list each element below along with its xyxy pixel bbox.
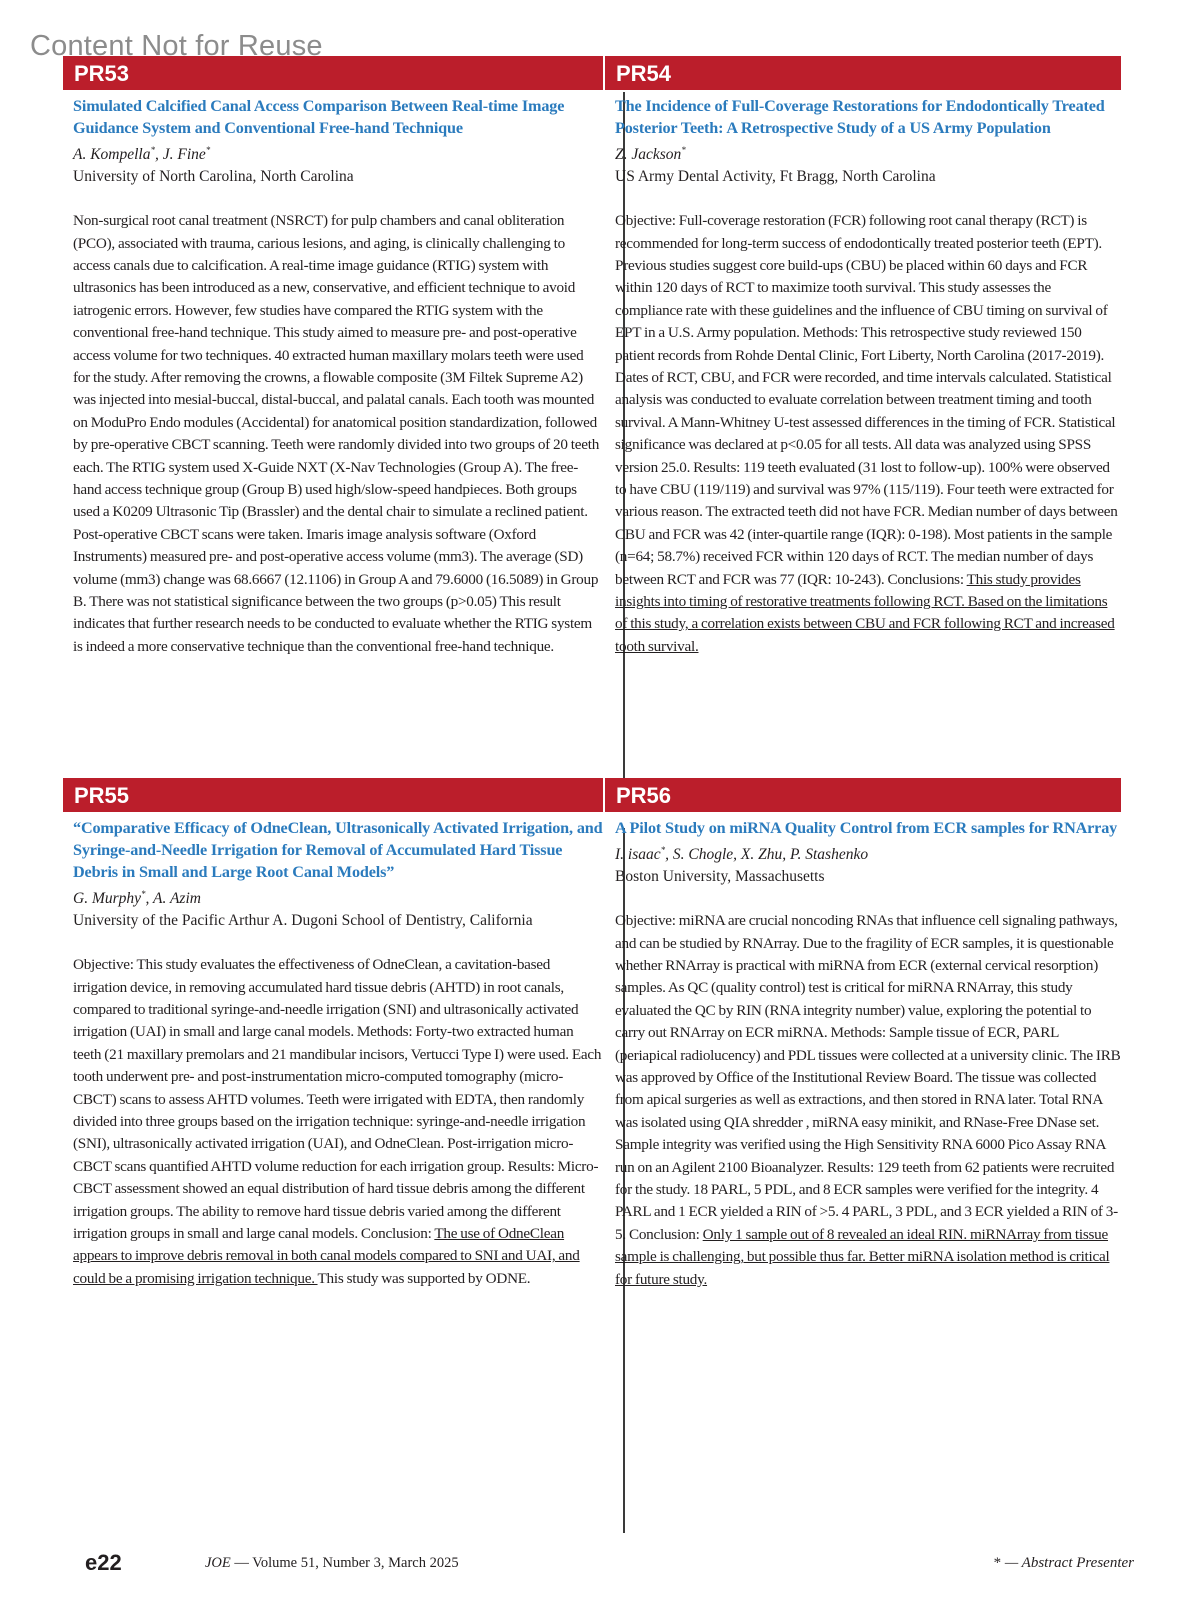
abstract-title: A Pilot Study on miRNA Quality Control from ECR samples for RNArray — [615, 819, 1118, 837]
page-footer — [0, 1550, 1200, 1580]
abstract-title: “Comparative Efficacy of OdneClean, Ultrasonically Activated Irrigation, and Syringe-and-Needle Irrigation for Removal of Accumulated Hard Tissue Debris in Small and Large Root Canal Models” — [73, 819, 603, 881]
author-name: I. isaac — [615, 846, 661, 864]
abstract-pr53 — [63, 56, 603, 658]
presenter-marker: * — [660, 845, 666, 855]
abstract-conclusion: This study provides insights into timing of restorative treatments following RCT. Based on the limitations of this study, a correlation exists between CBU and FCR following RCT and increased tooth survival. — [615, 570, 1115, 655]
abstract-pr55 — [63, 778, 603, 1290]
author-name: Z. Jackson — [615, 146, 682, 164]
abstract-code-bar: PR55 — [63, 778, 603, 812]
presenter-legend-text: — Abstract Presenter — [1001, 1555, 1134, 1571]
abstract-pr54 — [605, 56, 1121, 658]
journal-citation — [205, 1555, 459, 1572]
abstract-affiliation: Boston University, Massachusetts — [615, 868, 825, 886]
author-name: X. Zhu — [740, 846, 783, 864]
presenter-legend — [994, 1555, 1134, 1572]
abstract-body — [615, 910, 1121, 1291]
page-number: e22 — [85, 1550, 122, 1575]
abstract-authors: I. isaac*, S. Chogle, X. Zhu, P. Stashenko — [615, 845, 869, 864]
author-name: S. Chogle — [672, 846, 734, 864]
abstract-body-text: Objective: Full-coverage restoration (FCR) following root canal therapy (RCT) is recommended for long-term success of endodontically treated posterior teeth (EPT). Previous studies suggest core build-ups (CBU) be placed within 60 days and FCR within 120 days of RCT to maximize tooth survival. This study assesses the compliance rate with these guidelines and the influence of CBU timing on survival of EPT in a U.S. Army population. Methods: This retrospective study reviewed 150 patient records from Rohde Dental Clinic, Fort Liberty, North Carolina (2017-2019). Dates of RCT, CBU, and FCR were recorded, and time intervals calculated. Statistical analysis was conducted to evaluate correlation between treatment timing and tooth survival. A Mann-Whitney U-test assessed differences in the timing of FCR. Statistical significance was declared at p<0.05 for all tests. All data was analyzed using SPSS version 25.0. Results: 119 teeth evaluated (31 lost to follow-up). 100% were observed to have CBU (119/119) and survival was 97% (115/119). Four teeth were extracted for various reason. The extracted teeth did not have FCR. Median number of days between CBU and FCR was 42 (inter-quartile range (IQR): 0-198). Most patients in the sample (n=64; 58.7%) received FCR within 120 days of RCT. The median number of days between RCT and FCR was 77 (IQR: 10-243). Conclusions: — [615, 212, 1118, 588]
presenter-marker: * — [681, 145, 686, 155]
abstract-conclusion: The use of OdneClean appears to improve debris removal in both canal models compared to SNI and UAI, and could be a promising irrigation technique. — [73, 1225, 580, 1287]
presenter-marker: * — [205, 145, 211, 155]
presenter-marker: * — [150, 145, 155, 155]
abstract-body — [73, 210, 603, 658]
abstract-affiliation: University of North Carolina, North Carolina — [73, 168, 354, 186]
abstract-authors: A. Kompella*, J. Fine* — [73, 145, 211, 164]
author-name: P. Stashenko — [790, 846, 869, 864]
abstract-body — [73, 954, 603, 1290]
author-name: A. Kompella — [73, 146, 151, 164]
abstract-affiliation: University of the Pacific Arthur A. Dugoni School of Dentistry, California — [73, 912, 533, 930]
abstract-title: Simulated Calcified Canal Access Comparison Between Real-time Image Guidance System and Conventional Free-hand Technique — [73, 97, 565, 137]
abstract-pr56 — [605, 778, 1121, 1291]
abstract-body-text: Objective: miRNA are crucial noncoding RNAs that influence cell signaling pathways, and can be studied by RNArray. Due to the fragility of ECR samples, it is questionable whether RNArray is practical with miRNA from ECR (external cervical resorption) samples. As QC (quality control) test is critical for miRNA RNArray, this study evaluated the QC by RIN (RNA integrity number) value, exploring the potential to carry out RNArray on ECR miRNA. Methods: Sample tissue of ECR, PARL (periapical radiolucency) and PDL tissues were collected at a university clinic. The IRB was approved by Office of the Institutional Review Board. The tissue was collected from apical surgeries as well as extractions, and then stored in RNA later. Total RNA was isolated using QIA shredder , miRNA easy minikit, and RNase-Free DNase set. Sample integrity was verified using the High Sensitivity RNA 6000 Pico Assay RNA run on an Agilent 2100 Bioanalyzer. Results: 129 teeth from 62 patients were recruited for the study. 18 PARL, 5 PDL, and 8 ECR samples were verified for the integrity. 4 PARL and 1 ECR yielded a RIN of >5. 4 PARL, 3 PDL, and 3 ECR yielded a RIN of 3-5. Conclusion: — [615, 912, 1121, 1243]
presenter-marker: * — [141, 889, 146, 899]
author-name: G. Murphy — [73, 890, 142, 908]
abstract-code-bar: PR56 — [605, 778, 1121, 812]
abstract-body-text: Objective: This study evaluates the effectiveness of OdneClean, a cavitation-based irrigation device, in removing accumulated hard tissue debris (AHTD) in root canals, compared to traditional syringe-and-needle irrigation (SNI) and ultrasonically activated irrigation (UAI) in small and large canal models. Methods: Forty-two extracted human teeth (21 maxillary premolars and 21 mandibular incisors, Vertucci Type I) were used. Each tooth underwent pre- and post-instrumentation micro-computed tomography (micro-CBCT) scans to assess AHTD volumes. Teeth were irrigated with EDTA, then randomly divided into three groups based on the irrigation technique: syringe-and-needle irrigation (SNI), ultrasonically activated irrigation (UAI), and OdneClean. Post-irrigation micro-CBCT scans quantified AHTD volume reduction for each irrigation group. Results: Micro-CBCT assessment showed an equal distribution of hard tissue debris among the different irrigation groups. The ability to remove hard tissue debris varied among the different irrigation groups in small and large canal models. Conclusion: — [73, 956, 602, 1243]
abstract-authors: G. Murphy*, A. Azim — [73, 889, 201, 908]
watermark: Content Not for Reuse — [30, 30, 323, 62]
author-name: A. Azim — [153, 890, 201, 908]
abstract-body — [615, 210, 1121, 658]
author-name: J. Fine — [162, 146, 206, 164]
presenter-mark: * — [993, 1555, 1002, 1571]
abstract-body-text: Non-surgical root canal treatment (NSRCT) for pulp chambers and canal obliteration (PCO), associated with trauma, carious lesions, and aging, is clinically challenging to access canals due to calcification. A real-time image guidance (RTIG) system with ultrasonics has been introduced as a new, conservative, and efficient technique to avoid iatrogenic errors. However, few studies have compared the RTIG system with the conventional free-hand technique. This study aimed to measure pre- and post-operative access volume for two techniques. 40 extracted human maxillary molars teeth were used for the study. After removing the crowns, a flowable composite (3M Filtek Supreme A2) was injected into mesial-buccal, distal-buccal, and palatal canals. Each tooth was mounted on ModuPro Endo modules (Accidental) for anatomical position standardization, followed by pre-operative CBCT scanning. Teeth were randomly divided into two groups of 20 teeth each. The RTIG system used X-Guide NXT (X-Nav Technologies (Group A). The free-hand access technique group (Group B) used high/slow-speed handpieces. Both groups used a K0209 Ultrasonic Tip (Brassler) and the dental chair to simulate a reclined patient. Post-operative CBCT scans were taken. Imaris image analysis software (Oxford Instruments) measured pre- and post-operative access volume (mm3). The average (SD) volume (mm3) change was 68.6667 (12.1106) in Group A and 79.6000 (16.5089) in Group B. There was not statistical significance between the two groups (p>0.05) This result indicates that further research needs to be conducted to evaluate whether the RTIG system is indeed a more conservative technique than the conventional free-hand technique. — [73, 212, 600, 655]
abstract-acknowledgement: This study was supported by ODNE. — [317, 1269, 531, 1287]
abstract-affiliation: US Army Dental Activity, Ft Bragg, North Carolina — [615, 168, 936, 186]
journal-volume: — Volume 51, Number 3, March 2025 — [230, 1555, 459, 1571]
journal-name: JOE — [205, 1555, 231, 1571]
abstract-title: The Incidence of Full-Coverage Restorations for Endodontically Treated Posterior Teeth: A Retrospective Study of a US Army Population — [615, 97, 1105, 137]
abstract-code-bar: PR54 — [605, 56, 1121, 90]
abstract-code-bar: PR53 — [63, 56, 603, 90]
abstract-conclusion: Only 1 sample out of 8 revealed an ideal RIN. miRNArray from tissue sample is challenging, but possible thus far. Better miRNA isolation method is critical for future study. — [615, 1225, 1110, 1288]
abstract-authors — [615, 139, 1121, 166]
